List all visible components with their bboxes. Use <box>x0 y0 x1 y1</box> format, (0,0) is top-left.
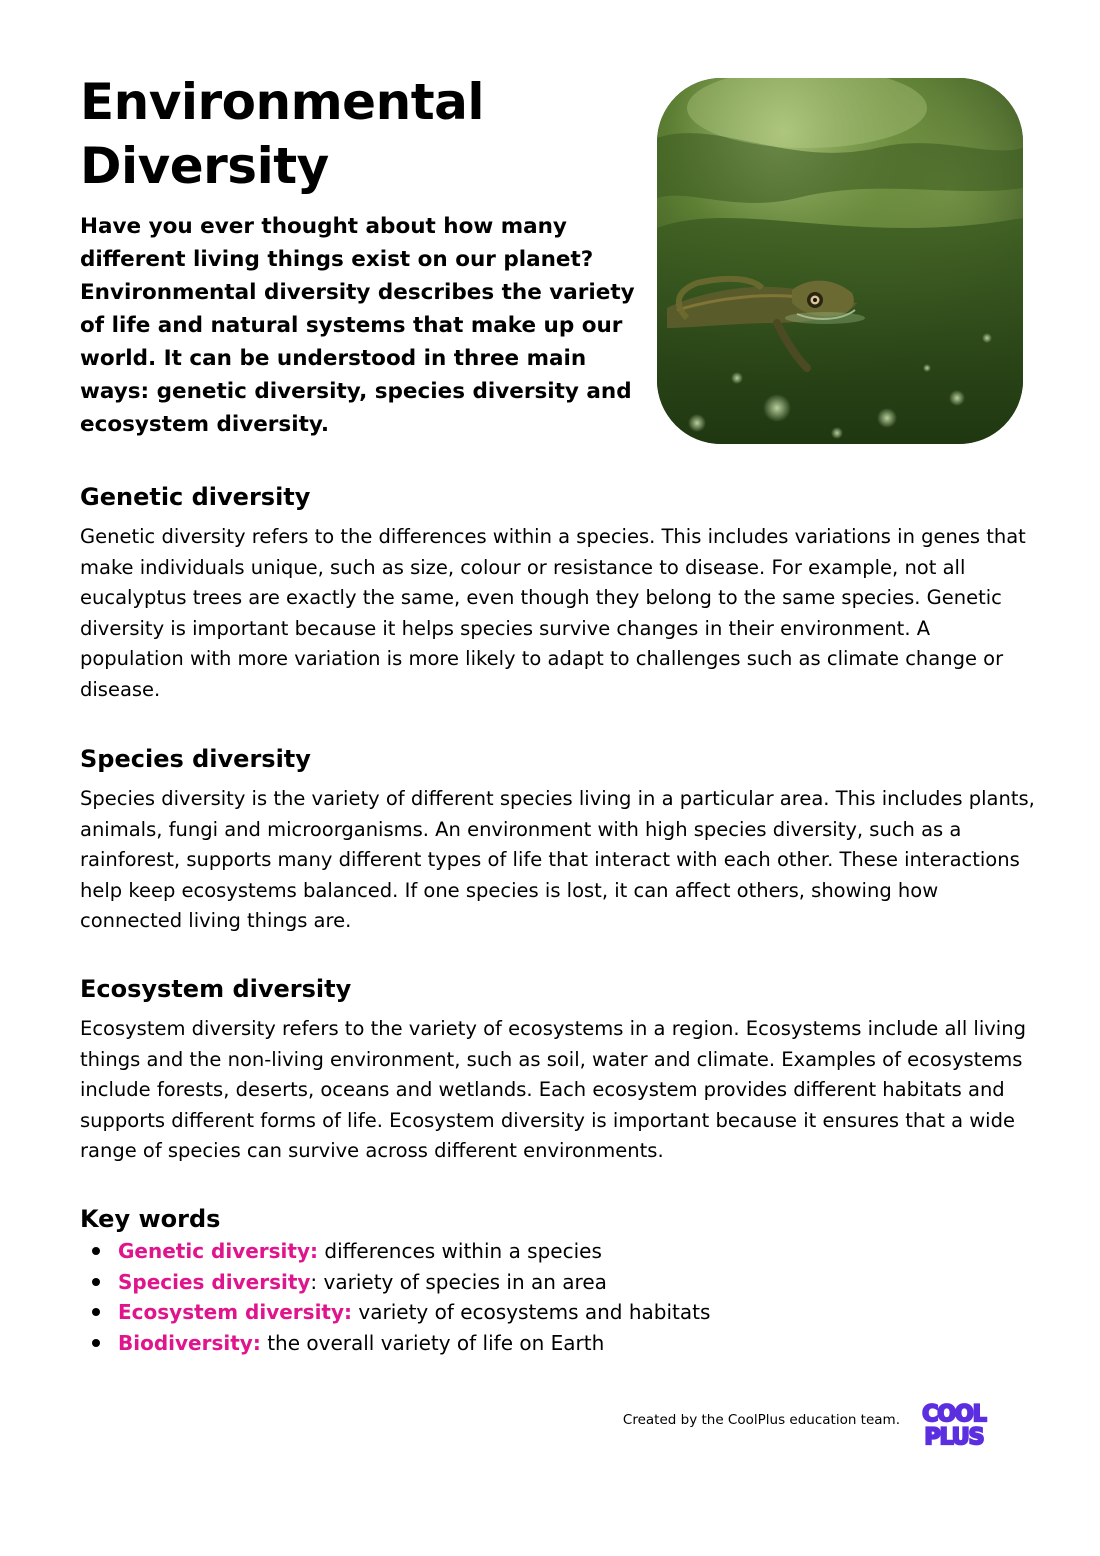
section-ecosystem-diversity <box>80 972 1040 1167</box>
key-word-definition: the overall variety of life on Earth <box>260 1330 605 1355</box>
section-heading: Species diversity <box>80 745 311 773</box>
key-words-list <box>80 1236 980 1358</box>
page-title: Environmental Diversity <box>80 73 484 195</box>
key-word-definition: : variety of species in an area <box>310 1269 607 1294</box>
footer-credit: Created by the CoolPlus education team. <box>622 1412 900 1428</box>
section-body: Species diversity is the variety of different species living in a particular area. This includes plants, animals, fungi and microorganisms. An environment with high species diversity, such as a rainforest, supports many different types of life that interact with each other. These interactions help keep ecosystems balanced. If one species is lost, it can affect others, showing how connected living things are. <box>80 787 1035 933</box>
logo-text-line2: PLUS <box>924 1425 984 1448</box>
coolplus-logo <box>914 1398 994 1448</box>
section-heading: Genetic diversity <box>80 483 311 511</box>
section-body: Ecosystem diversity refers to the variety of ecosystems in a region. Ecosystems include all living things and the non-living environment, such as soil, water and climate. Examples of ecosystems include forests, deserts, oceans and wetlands. Each ecosystem provides different habitats and supports different forms of life. Ecosystem diversity is important because it ensures that a wide range of species can survive across different environments. <box>80 1017 1026 1163</box>
key-words-section <box>80 1202 980 1358</box>
key-word-term: Biodiversity: <box>118 1330 261 1355</box>
key-word-term: Genetic diversity: <box>118 1239 319 1263</box>
bullet-icon <box>92 1278 100 1286</box>
section-body: Genetic diversity refers to the differences within a species. This includes variations in genes that make individuals unique, such as size, colour or resistance to disease. For example, not all eucalyptus trees are exactly the same, even though they belong to the same species. Genetic diversity is important because it helps species survive changes in their environment. A population with more variation is more likely to adapt to challenges such as climate change or disease. <box>80 525 1026 701</box>
section-heading: Ecosystem diversity <box>80 975 352 1003</box>
bullet-icon <box>92 1339 100 1347</box>
frog-in-pond-photo <box>657 78 1023 444</box>
key-word-item <box>80 1297 980 1328</box>
key-word-item <box>80 1267 980 1298</box>
section-genetic-diversity <box>80 480 1040 706</box>
key-word-term: Species diversity <box>118 1269 311 1294</box>
key-word-item <box>80 1328 980 1359</box>
logo-text-line1: COOL <box>922 1402 986 1427</box>
bullet-icon <box>92 1308 100 1316</box>
frog-photo-illustration <box>657 78 1023 444</box>
key-word-term: Ecosystem diversity: <box>118 1300 353 1324</box>
intro-paragraph: Have you ever thought about how many different living things exist on our planet? Environmental diversity describes the variety of life and natural systems that make up our world. It can be understood in three main ways: genetic diversity, species diversity and ecosystem diversity. <box>80 214 635 437</box>
section-species-diversity <box>80 742 1040 937</box>
key-word-definition: differences within a species <box>318 1239 602 1263</box>
key-word-item <box>80 1236 980 1267</box>
key-word-definition: variety of ecosystems and habitats <box>352 1300 711 1324</box>
bullet-icon <box>92 1247 100 1255</box>
key-words-heading: Key words <box>80 1205 221 1233</box>
